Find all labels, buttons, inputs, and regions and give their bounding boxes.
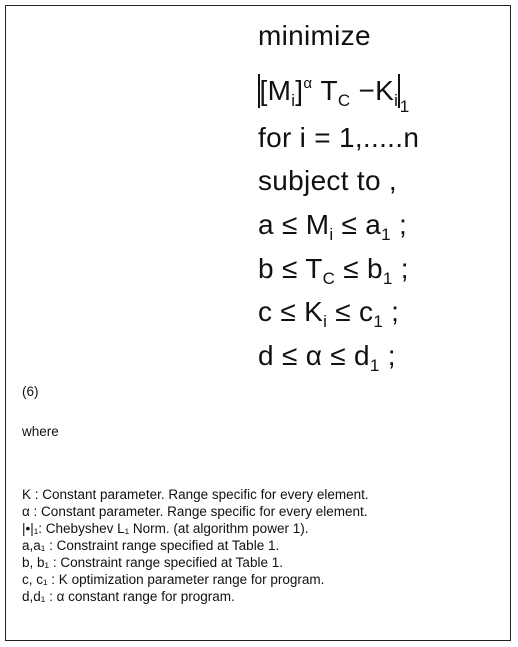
definition-b: b, b₁ : Constraint range specified at Table 1. [22, 555, 283, 570]
constraint-k-sub: i [323, 312, 328, 331]
objective-k-subscript: i [394, 91, 399, 110]
constraint-alpha-lhs: d ≤ α ≤ d [258, 340, 370, 371]
where-label: where [22, 424, 59, 439]
definition-norm: |•|₁: Chebyshev L₁ Norm. (at algorithm power 1). [22, 521, 309, 536]
constraint-k [258, 298, 399, 330]
definitions-list [22, 486, 369, 605]
norm-bar-left [258, 74, 260, 108]
objective-alpha: α [303, 75, 313, 92]
objective-minus-k: −K [350, 75, 395, 106]
constraint-m-sub: i [329, 225, 334, 244]
objective-m-subscript: i [291, 91, 296, 110]
constraint-alpha-end: ; [379, 340, 396, 371]
constraint-t [258, 255, 409, 287]
objective-label: minimize [258, 20, 371, 51]
definition-d: d,d₁ : α constant range for program. [22, 589, 235, 604]
definition-alpha: α : Constant parameter. Range specific for every element. [22, 504, 368, 519]
constraint-m [258, 211, 407, 243]
constraint-k-end: ; [383, 296, 400, 327]
for-line: for i = 1,.....n [258, 122, 420, 153]
objective-t-subscript: C [337, 91, 351, 110]
norm-subscript: 1 [399, 97, 410, 116]
constraint-k-rhs: ≤ c [327, 296, 374, 327]
constraint-t-sub: C [322, 269, 336, 288]
definition-k: K : Constant parameter. Range specific for every element. [22, 487, 369, 502]
definition-c: c, c₁ : K optimization parameter range for program. [22, 572, 325, 587]
constraint-t-lhs: b ≤ T [258, 253, 323, 284]
constraint-alpha [258, 342, 396, 374]
constraint-alpha-rsub: 1 [369, 356, 380, 375]
constraint-m-rhs: ≤ a [333, 209, 382, 240]
definition-a: a,a₁ : Constraint range specified at Table 1. [22, 538, 280, 553]
objective-m: M [267, 75, 292, 106]
objective-t: T [320, 75, 338, 106]
constraint-k-rsub: 1 [373, 312, 384, 331]
constraint-m-lhs: a ≤ M [258, 209, 330, 240]
equation-number: (6) [22, 384, 39, 399]
constraint-m-rsub: 1 [381, 225, 391, 244]
constraint-t-end: ; [392, 253, 409, 284]
constraint-k-lhs: c ≤ K [258, 296, 324, 327]
constraint-t-rsub: 1 [382, 269, 393, 288]
constraint-m-end: ; [390, 209, 408, 240]
subject-to-line: subject to , [258, 165, 398, 196]
objective-expression: $[M_i]^\alpha$ $T_C -K_{i1}$ [259, 75, 410, 116]
constraint-t-rhs: ≤ b [335, 253, 383, 284]
